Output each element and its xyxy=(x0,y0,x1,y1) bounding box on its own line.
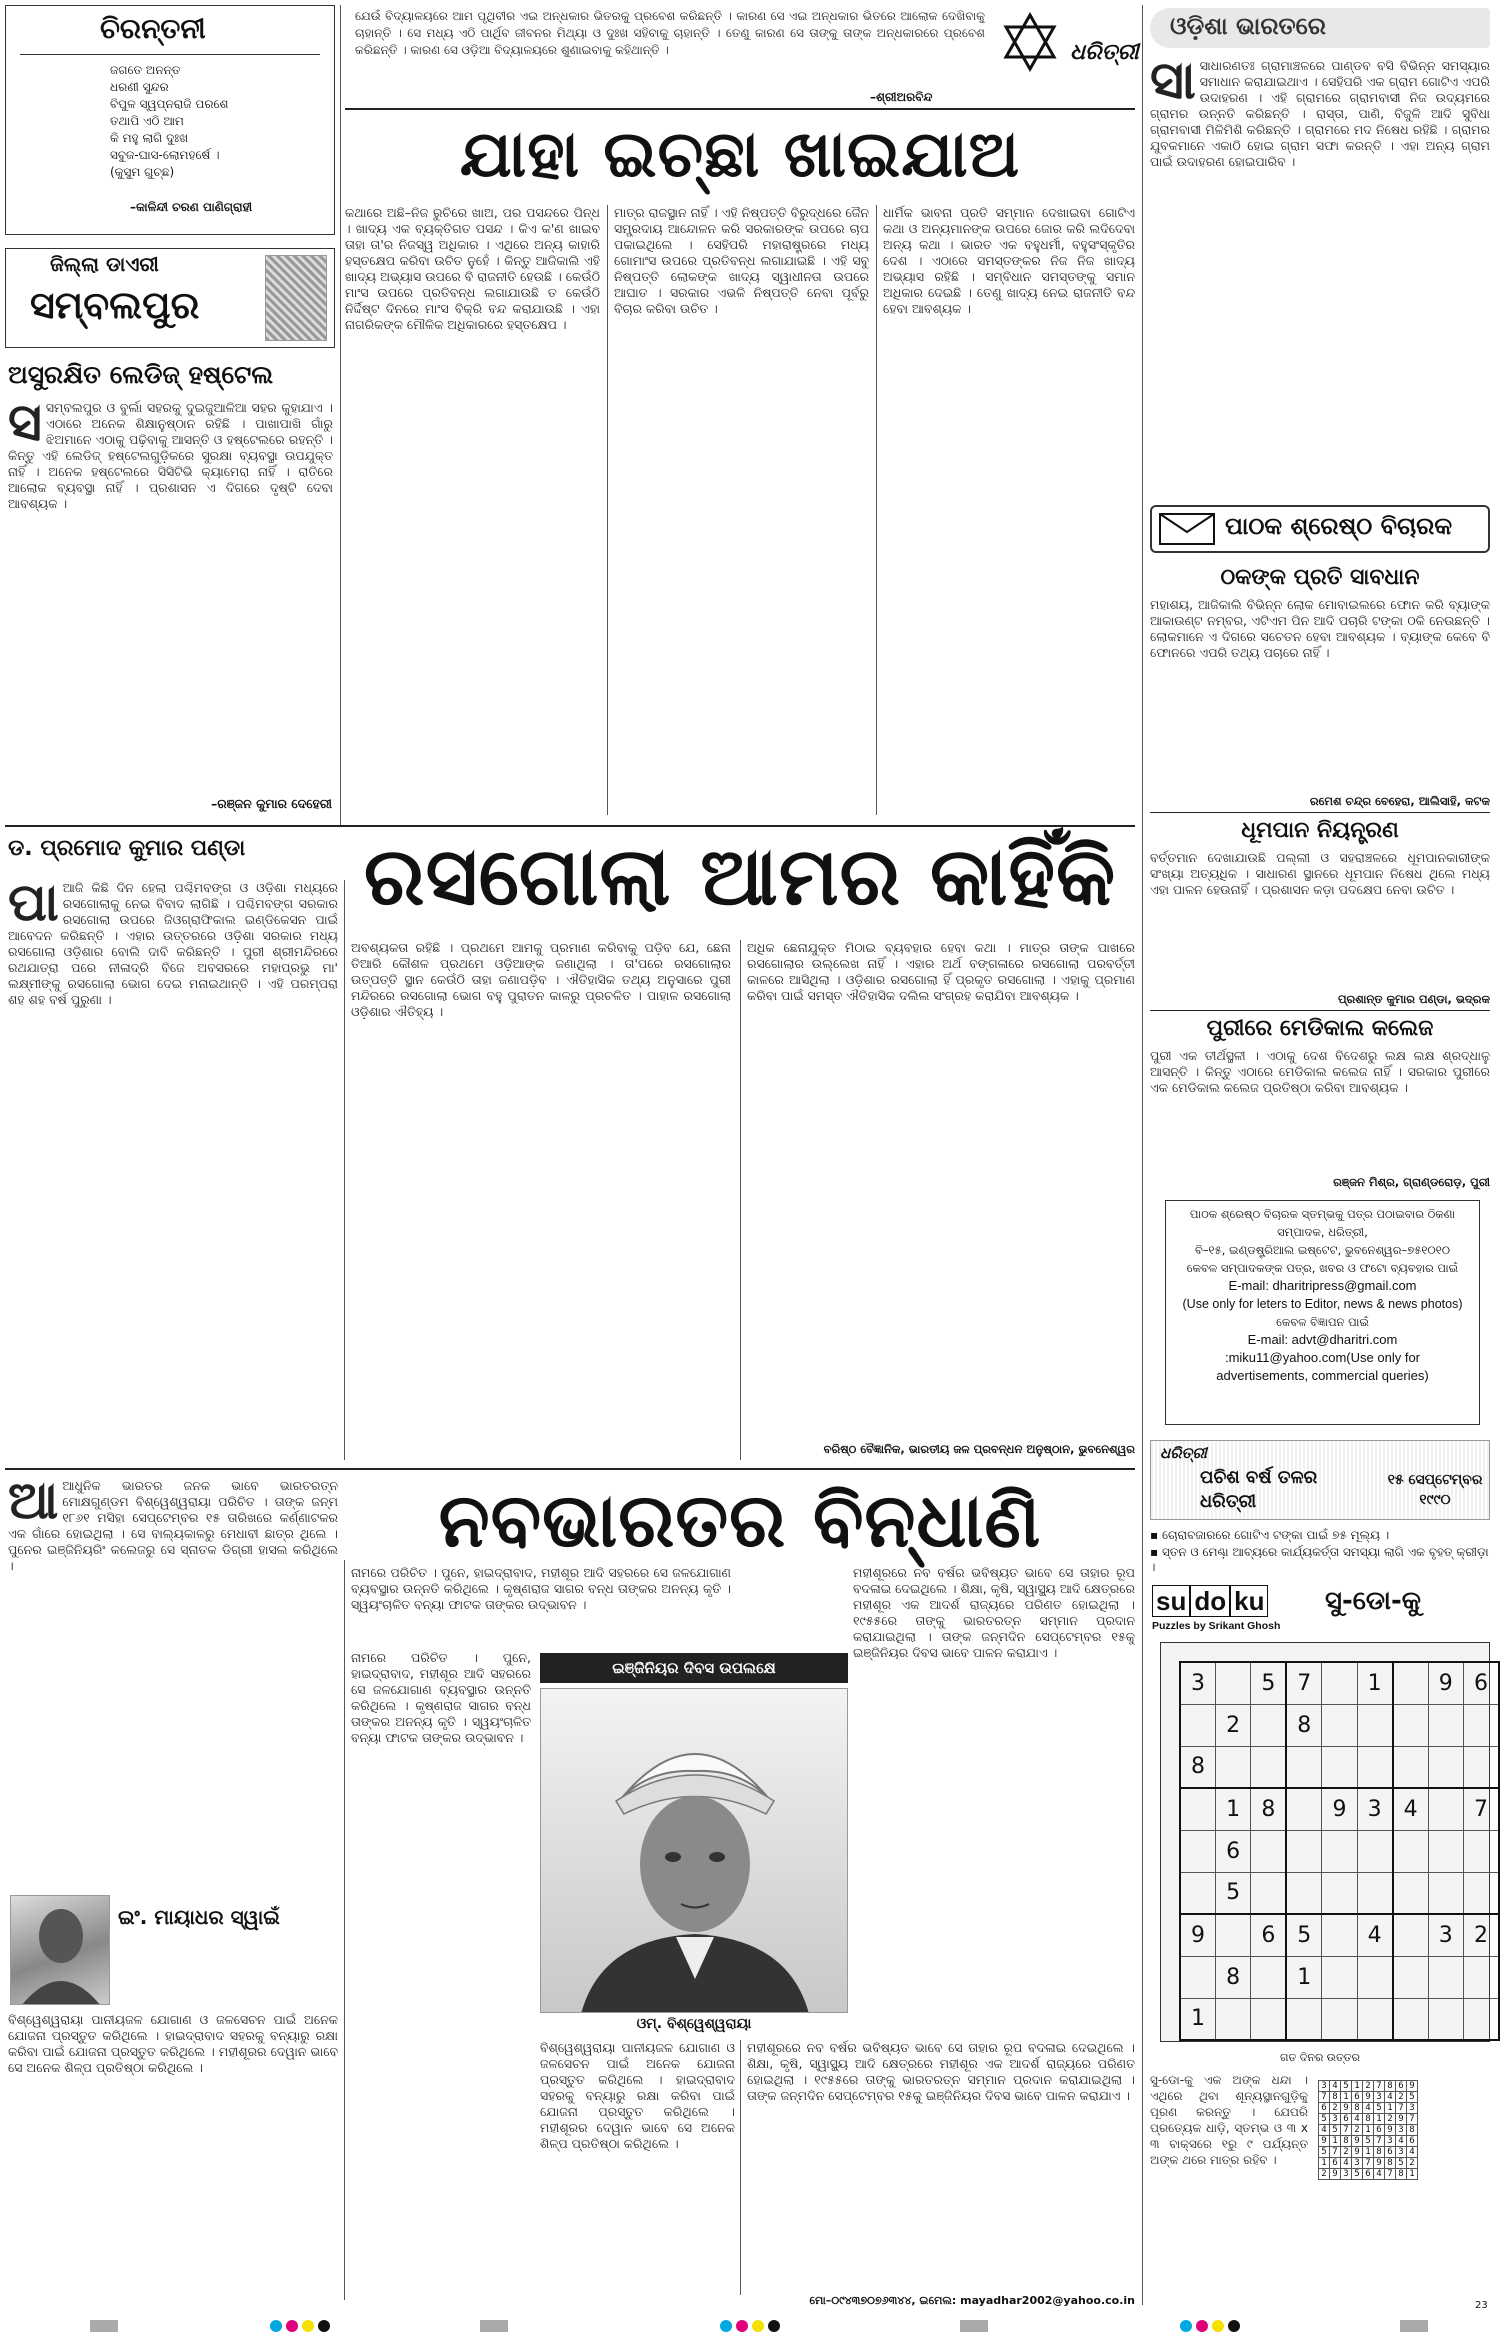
district-diary-label: ଜିଲ୍ଲା ଡାଏରୀ xyxy=(50,252,159,276)
years-ago-item1: ▪ ଚୋରାବଜାରରେ ଗୋଟିଏ ଟଙ୍କା ପାଇଁ ୭୫ ମୂଲ୍ୟ । xyxy=(1150,1528,1390,1542)
chirantani-poet: –କାଳିନ୍ଦୀ ଚରଣ ପାଣିଗ୍ରାହୀ xyxy=(130,200,253,214)
magenta-mark xyxy=(286,2320,298,2332)
solution-cell: 1 xyxy=(1363,2125,1374,2136)
solution-row xyxy=(1319,2081,1418,2092)
star-logo-icon xyxy=(1000,12,1060,72)
solution-cell: 7 xyxy=(1385,2169,1396,2180)
solution-cell: 9 xyxy=(1363,2092,1374,2103)
sudoku-cell xyxy=(1357,1704,1392,1746)
sudoku-cell xyxy=(1393,1956,1428,1998)
solution-cell: 9 xyxy=(1319,2136,1330,2147)
navabharata-author: ଇଂ. ମାୟାଧର ସ୍ୱାଇଁ xyxy=(118,1905,280,1929)
advt-email2-link[interactable]: :miku11@yahoo.com(Use only for xyxy=(1224,1350,1421,1365)
letter3-byline: ରଞ୍ଜନ ମିଶ୍ର, ଗ୍ରାଣ୍ଡରୋଡ଼, ପୁରୀ xyxy=(1333,1175,1490,1189)
solution-cell: 4 xyxy=(1407,2147,1418,2158)
navabharata-col1b: ବିଶ୍ୱେଶ୍ୱରାୟା ପାନୀୟଜଳ ଯୋଗାଣ ଓ ଜଳସେଚନ ପାଇଁ ଅନେକ ଯୋଜନା ପ୍ରସ୍ତୁତ କରିଥିଲେ । ହାଇଦ୍ରାବାଦ ସହରକୁ ବନ୍ୟାରୁ ରକ୍ଷା କରିବା ପାଇଁ ଯୋଜନା ପ୍ରସ୍ତୁତ କରିଥିଲେ । ମହୀଶୂରର ଦେୱାନ ଭାବେ ସେ ଅନେକ ଶିଳ୍ପ ପ୍ରତିଷ୍ଠା କରିଥିଲେ । xyxy=(8,2012,338,2075)
sudoku-cell: 2 xyxy=(1215,1704,1250,1746)
sudoku-cell xyxy=(1393,1914,1428,1956)
letter1-rule xyxy=(1150,812,1490,813)
sudoku-grid xyxy=(1179,1661,1500,2041)
solution-cell: 1 xyxy=(1374,2114,1385,2125)
sudoku-cell xyxy=(1215,1662,1250,1704)
print-registration-strip xyxy=(0,2316,1500,2335)
sudoku-cell xyxy=(1428,1704,1463,1746)
sudoku-cell: 4 xyxy=(1393,1788,1428,1830)
sudoku-cell: 6 xyxy=(1251,1914,1286,1956)
sudoku-cell xyxy=(1428,1746,1463,1788)
rasagola-top-rule xyxy=(5,825,1135,827)
editorial-divider-1 xyxy=(607,205,608,815)
solution-cell: 2 xyxy=(1341,2147,1352,2158)
sudoku-cell xyxy=(1286,1746,1321,1788)
page-number: 23 xyxy=(1475,2300,1488,2311)
solution-cell: 7 xyxy=(1319,2092,1330,2103)
sudoku-solution xyxy=(1318,2080,1418,2180)
solution-cell: 5 xyxy=(1363,2136,1374,2147)
letter1-title: ଠକଙ୍କ ପ୍ରତି ସାବଧାନ xyxy=(1220,565,1420,590)
sudoku-cell: 7 xyxy=(1286,1662,1321,1704)
letter3-title: ପୁରୀରେ ମେଡିକାଲ କଲେଜ xyxy=(1206,1016,1434,1041)
sudoku-cell: 1 xyxy=(1180,1998,1215,2040)
solution-cell: 4 xyxy=(1330,2081,1341,2092)
solution-cell: 1 xyxy=(1352,2081,1363,2092)
solution-cell: 5 xyxy=(1352,2169,1363,2180)
sudoku-cell xyxy=(1428,1872,1463,1914)
solution-cell: 1 xyxy=(1341,2092,1352,2103)
sudoku-cell xyxy=(1393,1662,1428,1704)
sudoku-cell xyxy=(1322,1914,1357,1956)
solution-cell: 4 xyxy=(1319,2125,1330,2136)
solution-cell: 1 xyxy=(1385,2103,1396,2114)
sudoku-cell: 4 xyxy=(1357,1914,1392,1956)
solution-cell: 7 xyxy=(1363,2158,1374,2169)
portrait-caption: ଓମ୍. ବିଶ୍ୱେଶ୍ୱରାୟା xyxy=(636,2016,752,2032)
sudoku-row xyxy=(1180,1872,1499,1914)
address-line5: କେବଳ ବିଜ୍ଞାପନ ପାଇଁ xyxy=(1276,1315,1369,1329)
sudoku-logo xyxy=(1152,1586,1268,1617)
sudoku-row xyxy=(1180,1788,1499,1830)
sudoku-cell xyxy=(1322,1872,1357,1914)
sudoku-cell xyxy=(1251,1830,1286,1872)
right-column-divider xyxy=(1142,5,1143,2305)
solution-cell: 3 xyxy=(1396,2147,1407,2158)
letter2-text: ବର୍ତ୍ତମାନ ଦେଖାଯାଉଛି ପଲ୍ଲୀ ଓ ସହରାଞ୍ଚଳରେ ଧୂମପାନକାରୀଙ୍କ ସଂଖ୍ୟା ଅତ୍ୟଧିକ । ସାଧାରଣ ସ୍ଥାନରେ ଧୂମପାନ ନିଷେଧ ଥିଲେ ମଧ୍ୟ ଏହା ପାଳନ ହେଉନାହିଁ । ପ୍ରଶାସନ କଡ଼ା ପଦକ୍ଷେପ ନେବା ଉଚିତ । xyxy=(1150,850,1490,897)
solution-row xyxy=(1319,2114,1418,2125)
editorial-divider-2 xyxy=(876,205,877,815)
chirantani-title: ଚିରନ୍ତନୀ xyxy=(100,12,206,45)
rasagola-divider-2 xyxy=(740,940,741,1460)
solution-cell: 8 xyxy=(1396,2169,1407,2180)
letter2-rule xyxy=(1150,1010,1490,1011)
editorial-col1: କଥାରେ ଅଛି–ନିଜ ରୁଚିରେ ଖାଅ, ପର ପସନ୍ଦରେ ପିନ୍ଧ । ଖାଦ୍ୟ ଏକ ବ୍ୟକ୍ତିଗତ ପସନ୍ଦ । କିଏ କ'ଣ ଖାଇବ ତାହା ତା'ର ନିଜସ୍ୱ ଅଧିକାର । ଏଥିରେ ଅନ୍ୟ କାହାରି ହସ୍ତକ୍ଷେପ କରିବା ଉଚିତ ନୁହେଁ । କିନ୍ତୁ ଆଜିକାଲି ଏହି ଖାଦ୍ୟ ଅଭ୍ୟାସ ଉପରେ ବି ରାଜନୀତି ହେଉଛି । କେଉଁଠି ମାଂସ ଉପରେ ପ୍ରତିବନ୍ଧ ଲଗାଯାଉଛି ତ କେଉଁଠି ନିର୍ଦ୍ଦିଷ୍ଟ ଦିନରେ ମାଂସ ବିକ୍ରି ବନ୍ଦ କରାଯାଉଛି । ଏହା ନାଗରିକଙ୍କ ମୌଳିକ ଅଧିକାରରେ ହସ୍ତକ୍ଷେପ । xyxy=(345,205,600,332)
solution-cell: 5 xyxy=(1374,2103,1385,2114)
sudoku-cell: 8 xyxy=(1215,1956,1250,1998)
sudoku-row xyxy=(1180,1830,1499,1872)
cyan-mark xyxy=(270,2320,282,2332)
solution-cell: 4 xyxy=(1385,2092,1396,2103)
solution-cell: 7 xyxy=(1374,2136,1385,2147)
solution-cell: 9 xyxy=(1407,2081,1418,2092)
letters-section-title: ପାଠକ ଶ୍ରେଷ୍ଠ ବିଚାରକ xyxy=(1225,512,1453,540)
odisha-bharata-text: ସାସାଧାରଣତଃ ଗ୍ରାମାଞ୍ଚଳରେ ପାଣ୍ଡବ ବସି ବିଭିନ୍ନ ସମସ୍ୟାର ସମାଧାନ କରାଯାଇଥାଏ । ସେହିପରି ଏକ ଗ୍ରାମ ଗୋଟିଏ ଏପରି ଉଦାହରଣ । ଏହି ଗ୍ରାମରେ ଗ୍ରାମବାସୀ ନିଜ ଉଦ୍ୟମରେ ଗ୍ରାମର ଉନ୍ନତି କରିଛନ୍ତି । ରାସ୍ତା, ପାଣି, ବିଜୁଳି ଆଦି ସୁବିଧା ଗ୍ରାମବାସୀ ମିଳିମିଶି କରିଛନ୍ତି । ଗ୍ରାମରେ ମଦ ନିଷେଧ ରହିଛି । ଗ୍ରାମର ଯୁବକମାନେ ଏକାଠି ହୋଇ ଗ୍ରାମ ସଫା କରନ୍ତି । ଏହା ଅନ୍ୟ ଗ୍ରାମ ପାଇଁ ଉଦାହରଣ ହୋଇପାରିବ । xyxy=(1150,58,1490,169)
sudoku-cell xyxy=(1357,1746,1392,1788)
solution-cell: 5 xyxy=(1330,2125,1341,2136)
district-diary-text: ସସମ୍ବଲପୁର ଓ ବୁର୍ଲା ସହରକୁ ଦୁଇଜୁଆଳିଆ ସହର କୁହାଯାଏ । ଏଠାରେ ଅନେକ ଶିକ୍ଷାନୁଷ୍ଠାନ ରହିଛି । ପାଖାପାଖି ଗାଁରୁ ଝିଅମାନେ ଏଠାକୁ ପଢ଼ିବାକୁ ଆସନ୍ତି ଓ ହଷ୍ଟେଲରେ ରହନ୍ତି । କିନ୍ତୁ ଏହି ଲେଡିଜ୍ ହଷ୍ଟେଲଗୁଡ଼ିକରେ ସୁରକ୍ଷା ବ୍ୟବସ୍ଥା ଉପଯୁକ୍ତ ନାହିଁ । ଅନେକ ହଷ୍ଟେଲରେ ସିସିଟିଭି କ୍ୟାମେରା ନାହିଁ । ରାତିରେ ଆଲୋକ ବ୍ୟବସ୍ଥା ନାହିଁ । ପ୍ରଶାସନ ଏ ଦିଗରେ ଦୃଷ୍ଟି ଦେବା ଆବଶ୍ୟକ । xyxy=(8,400,333,511)
solution-cell: 6 xyxy=(1374,2125,1385,2136)
district-diary-headline: ଅସୁରକ୍ଷିତ ଲେଡିଜ୍ ହଷ୍ଟେଲ xyxy=(8,360,274,389)
address-line2: ସମ୍ପାଦକ, ଧରିତ୍ରୀ, xyxy=(1277,1225,1368,1239)
sudoku-row xyxy=(1180,1998,1499,2040)
solution-cell: 8 xyxy=(1385,2158,1396,2169)
sudoku-cell xyxy=(1357,1956,1392,1998)
solution-cell: 7 xyxy=(1407,2114,1418,2125)
sudoku-row xyxy=(1180,1662,1499,1704)
sudoku-cell xyxy=(1428,1830,1463,1872)
navabharata-divider-2 xyxy=(740,2040,741,2295)
sudoku-cell xyxy=(1322,1830,1357,1872)
sudoku-byline: Puzzles by Srikant Ghosh xyxy=(1152,1620,1281,1632)
editor-email-note: (Use only for leters to Editor, news & news photos) xyxy=(1182,1297,1463,1311)
sudoku-cell: 9 xyxy=(1322,1788,1357,1830)
solution-cell: 3 xyxy=(1396,2125,1407,2136)
solution-cell: 5 xyxy=(1407,2092,1418,2103)
sudoku-cell: 1 xyxy=(1286,1956,1321,1998)
yellow-mark xyxy=(302,2320,314,2332)
sudoku-cell xyxy=(1180,1872,1215,1914)
sudoku-cell: 5 xyxy=(1251,1662,1286,1704)
solution-cell: 5 xyxy=(1396,2158,1407,2169)
solution-cell: 5 xyxy=(1319,2147,1330,2158)
sudoku-cell xyxy=(1251,1872,1286,1914)
solution-cell: 2 xyxy=(1352,2125,1363,2136)
solution-row xyxy=(1319,2158,1418,2169)
sudoku-cell xyxy=(1180,1956,1215,1998)
sudoku-cell: 9 xyxy=(1428,1662,1463,1704)
solution-row xyxy=(1319,2136,1418,2147)
rasagola-col2: ଅବଶ୍ୟକତା ରହିଛି । ପ୍ରଥମେ ଆମକୁ ପ୍ରମାଣ କରିବାକୁ ପଡ଼ିବ ଯେ, ଛେନା ତିଆରି କୌଶଳ ପ୍ରଥମେ ଓଡ଼ିଆଙ୍କ ଜଣାଥିଲା । ତା'ପରେ ରସଗୋଲାର ଉତ୍ପତ୍ତି ସ୍ଥାନ କେଉଁଠି ତାହା ଜଣାପଡ଼ିବ । ଐତିହାସିକ ତଥ୍ୟ ଅନୁସାରେ ପୁରୀ ମନ୍ଦିରରେ ରସଗୋଲା ଭୋଗ ବହୁ ପୁରାତନ କାଳରୁ ପ୍ରଚଳିତ । ପାହାଳ ରସଗୋଲା ଓଡ଼ିଶାର ଐତିହ୍ୟ । xyxy=(351,940,731,1019)
sudoku-cell xyxy=(1393,1746,1428,1788)
solution-cell: 6 xyxy=(1363,2169,1374,2180)
sudoku-cell xyxy=(1428,1998,1463,2040)
navabharata-top-rule xyxy=(5,1468,1135,1470)
sudoku-cell xyxy=(1428,1956,1463,1998)
solution-cell: 3 xyxy=(1407,2103,1418,2114)
solution-cell: 9 xyxy=(1396,2114,1407,2125)
sudoku-cell xyxy=(1357,1830,1392,1872)
sudoku-cell xyxy=(1215,1746,1250,1788)
sudoku-cell xyxy=(1286,1830,1321,1872)
solution-cell: 8 xyxy=(1407,2125,1418,2136)
sudoku-cell xyxy=(1322,1998,1357,2040)
sudoku-cell xyxy=(1215,1998,1250,2040)
letter3-text: ପୁରୀ ଏକ ତୀର୍ଥସ୍ଥଳୀ । ଏଠାକୁ ଦେଶ ବିଦେଶରୁ ଲକ୍ଷ ଲକ୍ଷ ଶ୍ରଦ୍ଧାଳୁ ଆସନ୍ତି । କିନ୍ତୁ ଏଠାରେ ମେଡିକାଲ କଲେଜ ନାହିଁ । ସରକାର ପୁରୀରେ ଏକ ମେଡିକାଲ କଲେଜ ପ୍ରତିଷ୍ଠା କରିବା ଆବଶ୍ୟକ । xyxy=(1150,1048,1490,1095)
editorial-col2: ମାତ୍ର ରାଜସ୍ଥାନ ନାହିଁ । ଏହି ନିଷ୍ପତ୍ତି ବିରୁଦ୍ଧରେ ଜୈନ ସମ୍ପ୍ରଦାୟ ଆନ୍ଦୋଳନ କରି ସରକାରଙ୍କ ଉପରେ ଚାପ ପକାଇଥିଲେ । ସେହିପରି ମହାରାଷ୍ଟ୍ରରେ ମଧ୍ୟ ଗୋମାଂସ ଉପରେ ପ୍ରତିବନ୍ଧ ଲଗାଯାଇଛି । ଏହି ସବୁ ନିଷ୍ପତ୍ତି ଲୋକଙ୍କ ଖାଦ୍ୟ ସ୍ୱାଧୀନତା ଉପରେ ଆଘାତ । ସରକାର ଏଭଳି ନିଷ୍ପତ୍ତି ନେବା ପୂର୍ବରୁ ବିଚାର କରିବା ଉଚିତ । xyxy=(614,205,869,316)
solution-cell: 4 xyxy=(1341,2158,1352,2169)
envelope-icon xyxy=(1158,512,1216,550)
solution-cell: 6 xyxy=(1330,2158,1341,2169)
navabharata-col3-top: ମହୀଶୂରରେ ନବ ବର୍ଷର ଭବିଷ୍ୟତ ଭାବେ ସେ ତାହାର ରୂପ ବଦଳାଇ ଦେଇଥିଲେ । ଶିକ୍ଷା, କୃଷି, ସ୍ୱାସ୍ଥ୍ୟ ଆଦି କ୍ଷେତ୍ରରେ ମହୀଶୂର ଏକ ଆଦର୍ଶ ରାଜ୍ୟରେ ପରିଣତ ହୋଇଥିଲା । ୧୯୫୫ରେ ତାଙ୍କୁ ଭାରତରତ୍ନ ସମ୍ମାନ ପ୍ରଦାନ କରାଯାଇଥିଲା । ତାଙ୍କ ଜନ୍ମଦିନ ସେପ୍ଟେମ୍ବର ୧୫କୁ ଇଞ୍ଜିନିୟର ଦିବସ ଭାବେ ପାଳନ କରାଯାଏ । xyxy=(853,1565,1135,1660)
sudoku-row xyxy=(1180,1746,1499,1788)
navabharata-contact: ମୋ–୦୯୪୩୭୦୭୬୩୪୪, ଇମେଲ: mayadhar2002@yahoo.co.in xyxy=(809,2294,1135,2307)
solution-cell: 6 xyxy=(1396,2081,1407,2092)
sudoku-cell xyxy=(1463,1746,1499,1788)
sudoku-instructions: ସୁ-ଡୋ-କୁ ଏକ ଅଙ୍କ ଧନ୍ଦା । ଏଥିରେ ଥିବା ଶୂନ୍ୟସ୍ଥାନଗୁଡ଼ିକୁ ପୂରଣ କରନ୍ତୁ । ଯେପରି ପ୍ରତ୍ୟେକ ଧାଡ଼ି, ସ୍ତମ୍ଭ ଓ ୩ x ୩ ବାକ୍ସରେ ୧ରୁ ୯ ପର୍ଯ୍ୟନ୍ତ ଅଙ୍କ ଥରେ ମାତ୍ର ରହିବ । xyxy=(1150,2073,1308,2167)
solution-cell: 1 xyxy=(1363,2147,1374,2158)
address-box-content xyxy=(1170,1205,1475,1385)
solution-cell: 2 xyxy=(1396,2092,1407,2103)
sudoku-cell xyxy=(1357,1872,1392,1914)
solution-cell: 8 xyxy=(1385,2081,1396,2092)
solution-row xyxy=(1319,2092,1418,2103)
rasagola-author: ଡ. ପ୍ରମୋଦ କୁମାର ପଣ୍ଡା xyxy=(8,836,246,861)
solution-cell: 4 xyxy=(1363,2103,1374,2114)
rasagola-col1: ପାଆଜି କିଛି ଦିନ ହେଲା ପଶ୍ଚିମବଙ୍ଗ ଓ ଓଡ଼ିଶା ମଧ୍ୟରେ ରସଗୋଲାକୁ ନେଇ ବିବାଦ ଲାଗିଛି । ପଶ୍ଚିମବଙ୍ଗ ସରକାର ରସଗୋଲା ଉପରେ ଜିଓଗ୍ରାଫିକାଲ ଇଣ୍ଡିକେସନ ପାଇଁ ଆବେଦନ କରିଛନ୍ତି । ଏହାର ଉତ୍ତରରେ ଓଡ଼ିଶା ସରକାର ମଧ୍ୟ ରସଗୋଲା ଓଡ଼ିଶାର ବୋଲି ଦାବି କରିଛନ୍ତି । ପୁରୀ ଶ୍ରୀମନ୍ଦିରରେ ରଥଯାତ୍ରା ପରେ ନୀଳାଦ୍ରି ବିଜେ ଅବସରରେ ମହାପ୍ରଭୁ ମା' ଲକ୍ଷ୍ମୀଙ୍କୁ ରସଗୋଲା ଭୋଗ ଦେଇ ମନାଇଥାନ୍ତି । ଏହି ପରମ୍ପରା ଶହ ଶହ ବର୍ଷ ପୁରୁଣା । xyxy=(8,880,338,1007)
sudoku-cell xyxy=(1180,1704,1215,1746)
sudoku-title: ସୁ-ଡୋ-କୁ xyxy=(1325,1586,1421,1616)
advt-email-link[interactable]: E-mail: advt@dharitri.com xyxy=(1247,1332,1398,1347)
sudoku-cell xyxy=(1286,1872,1321,1914)
sudoku-cell xyxy=(1251,1746,1286,1788)
solution-cell: 4 xyxy=(1374,2169,1385,2180)
top-quote-author: –ଶ୍ରୀଅରବିନ୍ଦ xyxy=(870,90,933,104)
sudoku-cell: 7 xyxy=(1463,1788,1499,1830)
sudoku-cell xyxy=(1251,1704,1286,1746)
top-quote-text: ଯେଉଁ ବିଦ୍ୟାଳୟରେ ଆମ ପୃଥିବୀର ଏଇ ଅନ୍ଧକାର ଭିତରକୁ ପ୍ରବେଶ କରିଛନ୍ତି । କାରଣ ସେ ଏଇ ଅନ୍ଧକାର ଭିତରେ ଆଲୋକ ଦେଖିବାକୁ ଚାହାନ୍ତି । ସେ ମଧ୍ୟ ଏଠି ପାର୍ଥିବ ଜୀବନର ମିଥ୍ୟା ଓ ଦୁଃଖ ସହିବାକୁ ଚାହାନ୍ତି । ତେଣୁ କାରଣ ସେ ତାଙ୍କୁ ତାଙ୍କ ଅନ୍ଧକାରରେ ପ୍ରବେଶ କରିଛନ୍ତି । କାରଣ ସେ ଓଡ଼ିଆ ବିଦ୍ୟାଳୟରେ ଶୁଣାଇବାକୁ କହିଥାନ୍ତି । xyxy=(355,9,985,57)
sudoku-cell: 6 xyxy=(1215,1830,1250,1872)
sudoku-cell: 5 xyxy=(1286,1914,1321,1956)
solution-cell: 9 xyxy=(1330,2169,1341,2180)
sudoku-cell: 9 xyxy=(1180,1914,1215,1956)
chirantani-rule xyxy=(20,54,320,55)
solution-cell: 1 xyxy=(1330,2136,1341,2147)
left-column-divider xyxy=(340,5,341,825)
odisha-bharata-title: ଓଡ଼ିଶା ଭାରତରେ xyxy=(1170,12,1326,40)
sudoku-cell: 8 xyxy=(1251,1788,1286,1830)
sudoku-cell: 3 xyxy=(1428,1914,1463,1956)
solution-cell: 8 xyxy=(1341,2136,1352,2147)
solution-cell: 2 xyxy=(1330,2103,1341,2114)
solution-cell: 6 xyxy=(1352,2092,1363,2103)
black-mark xyxy=(318,2320,330,2332)
district-diary-name: ସମ୍ବଲପୁର xyxy=(30,283,200,327)
sudoku-cell: 8 xyxy=(1180,1746,1215,1788)
sudoku-cell xyxy=(1322,1746,1357,1788)
letter1-byline: ରମେଶ ଚନ୍ଦ୍ର ବେହେରା, ଆଲିସାହି, କଟକ xyxy=(1309,794,1490,808)
solution-cell: 9 xyxy=(1352,2147,1363,2158)
sudoku-cell xyxy=(1180,1830,1215,1872)
rasagola-byline: ବରିଷ୍ଠ ବୈଜ୍ଞାନିକ, ଭାରତୀୟ ଜଳ ପ୍ରବନ୍ଧନ ଅନୁଷ୍ଠାନ, ଭୁବନେଶ୍ୱର xyxy=(823,1442,1135,1456)
solution-cell: 1 xyxy=(1407,2169,1418,2180)
sudoku-cell: 5 xyxy=(1215,1872,1250,1914)
sudoku-cell xyxy=(1428,1788,1463,1830)
sudoku-cell xyxy=(1215,1914,1250,1956)
sudoku-answer-label: ଗତ ଦିନର ଉତ୍ତର xyxy=(1280,2051,1360,2064)
district-emblem-image xyxy=(265,255,327,341)
sudoku-cell xyxy=(1286,1998,1321,2040)
navabharata-col2: ନାମରେ ପରିଚିତ । ପୁନେ, ହାଇଦ୍ରାବାଦ, ମହୀଶୂର ଆଦି ସହରରେ ସେ ଜଳଯୋଗାଣ ବ୍ୟବସ୍ଥାର ଉନ୍ନତି କରିଥିଲେ । କୃଷ୍ଣରାଜ ସାଗର ବନ୍ଧ ତାଙ୍କର ଅନନ୍ୟ କୃତି । ସ୍ୱୟଂଚାଳିତ ବନ୍ୟା ଫାଟକ ତାଙ୍କର ଉଦ୍ଭାବନ । xyxy=(351,1565,731,1612)
solution-cell: 9 xyxy=(1374,2158,1385,2169)
sudoku-logo-su: su xyxy=(1152,1585,1190,1617)
sudoku-cell: 1 xyxy=(1215,1788,1250,1830)
solution-cell: 7 xyxy=(1374,2081,1385,2092)
solution-cell: 2 xyxy=(1319,2169,1330,2180)
solution-cell: 6 xyxy=(1319,2103,1330,2114)
navabharata-col2c: ବିଶ୍ୱେଶ୍ୱରାୟା ପାନୀୟଜଳ ଯୋଗାଣ ଓ ଜଳସେଚନ ପାଇଁ ଅନେକ ଯୋଜନା ପ୍ରସ୍ତୁତ କରିଥିଲେ । ହାଇଦ୍ରାବାଦ ସହରକୁ ବନ୍ୟାରୁ ରକ୍ଷା କରିବା ପାଇଁ ଯୋଜନା ପ୍ରସ୍ତୁତ କରିଥିଲେ । ମହୀଶୂରର ଦେୱାନ ଭାବେ ସେ ଅନେକ ଶିଳ୍ପ ପ୍ରତିଷ୍ଠା କରିଥିଲେ । xyxy=(540,2040,735,2151)
sudoku-cell xyxy=(1463,1998,1499,2040)
sudoku-cell xyxy=(1393,1830,1428,1872)
solution-row xyxy=(1319,2147,1418,2158)
top-quote-rule xyxy=(345,108,1135,110)
visvesvaraya-portrait xyxy=(540,1688,848,2013)
navabharata-headline: ନବଭାରତର ବିନ୍ଧାଣି xyxy=(438,1478,1042,1564)
sudoku-logo-ku: ku xyxy=(1230,1585,1268,1617)
solution-cell: 7 xyxy=(1330,2147,1341,2158)
dharitri-logo: ଧରିତ୍ରୀ xyxy=(1070,40,1139,65)
sudoku-row xyxy=(1180,1956,1499,1998)
solution-row xyxy=(1319,2125,1418,2136)
sudoku-cell xyxy=(1180,1788,1215,1830)
years-ago-title: ପଚିଶ ବର୍ଷ ତଳର ଧରିତ୍ରୀ xyxy=(1200,1467,1318,1512)
solution-cell: 4 xyxy=(1352,2114,1363,2125)
navabharata-divider-1 xyxy=(344,1560,345,2300)
district-diary-byline: –ରଞ୍ଜନ କୁମାର ଦେହେରୀ xyxy=(210,796,332,811)
sudoku-cell xyxy=(1322,1662,1357,1704)
editor-email-link[interactable]: E-mail: dharitripress@gmail.com xyxy=(1228,1278,1417,1293)
sudoku-cell xyxy=(1463,1830,1499,1872)
years-ago-item2: ▪ ସ୍ତନ ଓ ମେଣ୍ଢ଼ା ଆବ୍ୟରେ କାର୍ଯ୍ୟକର୍ତ୍ତା ସମସ୍ୟା ଲାଗି ଏକ ବୃହତ୍ କ୍ରୀଡ଼ା । xyxy=(1150,1545,1489,1574)
editorial-col3: ଧାର୍ମିକ ଭାବନା ପ୍ରତି ସମ୍ମାନ ଦେଖାଇବା ଗୋଟିଏ କଥା ଓ ଅନ୍ୟମାନଙ୍କ ଉପରେ ଜୋର କରି ଲଦିଦେବା ଅନ୍ୟ କଥା । ଭାରତ ଏକ ବହୁଧର୍ମୀ, ବହୁସଂସ୍କୃତିର ଦେଶ । ଏଠାରେ ସମସ୍ତଙ୍କର ନିଜ ନିଜ ଖାଦ୍ୟ ଅଭ୍ୟାସ ରହିଛି । ସମ୍ବିଧାନ ସମସ୍ତଙ୍କୁ ସମାନ ଅଧିକାର ଦେଇଛି । ତେଣୁ ଖାଦ୍ୟ ନେଇ ରାଜନୀତି ବନ୍ଦ ହେବା ଆବଶ୍ୟକ । xyxy=(883,205,1135,316)
navabharata-col3: ମହୀଶୂରରେ ନବ ବର୍ଷର ଭବିଷ୍ୟତ ଭାବେ ସେ ତାହାର ରୂପ ବଦଳାଇ ଦେଇଥିଲେ । ଶିକ୍ଷା, କୃଷି, ସ୍ୱାସ୍ଥ୍ୟ ଆଦି କ୍ଷେତ୍ରରେ ମହୀଶୂର ଏକ ଆଦର୍ଶ ରାଜ୍ୟରେ ପରିଣତ ହୋଇଥିଲା । ୧୯୫୫ରେ ତାଙ୍କୁ ଭାରତରତ୍ନ ସମ୍ମାନ ପ୍ରଦାନ କରାଯାଇଥିଲା । ତାଙ୍କ ଜନ୍ମଦିନ ସେପ୍ଟେମ୍ବର ୧୫କୁ ଇଞ୍ଜିନିୟର ଦିବସ ଭାବେ ପାଳନ କରାଯାଏ । xyxy=(747,2040,1135,2103)
sudoku-cell xyxy=(1393,1998,1428,2040)
solution-cell: 3 xyxy=(1374,2092,1385,2103)
solution-cell: 3 xyxy=(1330,2114,1341,2125)
sudoku-cell: 1 xyxy=(1357,1662,1392,1704)
sudoku-cell xyxy=(1463,1704,1499,1746)
solution-row xyxy=(1319,2103,1418,2114)
solution-cell: 8 xyxy=(1374,2147,1385,2158)
chirantani-poem: ଜଗତେ ଅନନ୍ତ ଧରଣୀ ସୁନ୍ଦର ବିପୁଳ ସ୍ୱପ୍ନରାଜି ପରଶେ ତଥାପି ଏଠି ଆମ କି ମହୁ ଲାଗି ଦୁଃଖ ସବୁଜ-ଘାସ-ଲୋମହର୍ଷେ । (କୁସୁମ ଗୁଚ୍ଛ) xyxy=(110,63,229,179)
letter1-text: ମହାଶୟ, ଆଜିକାଲି ବିଭିନ୍ନ ଲୋକ ମୋବାଇଲରେ ଫୋନ କରି ବ୍ୟାଙ୍କ ଆକାଉଣ୍ଟ ନମ୍ବର, ଏଟିଏମ ପିନ ଆଦି ପଚାରି ଟଙ୍କା ଠକି ନେଉଛନ୍ତି । ଲୋକମାନେ ଏ ଦିଗରେ ସଚେତନ ହେବା ଆବଶ୍ୟକ । ବ୍ୟାଙ୍କ କେବେ ବି ଫୋନରେ ଏପରି ତଥ୍ୟ ପଚାରେ ନାହିଁ । xyxy=(1150,597,1490,660)
solution-cell: 6 xyxy=(1341,2114,1352,2125)
sudoku-cell: 2 xyxy=(1463,1914,1499,1956)
sudoku-row xyxy=(1180,1704,1499,1746)
solution-cell: 8 xyxy=(1363,2114,1374,2125)
solution-cell: 9 xyxy=(1352,2136,1363,2147)
sudoku-logo-do: do xyxy=(1190,1585,1230,1617)
solution-cell: 2 xyxy=(1385,2114,1396,2125)
years-ago-logo: ଧରିତ୍ରୀ xyxy=(1160,1444,1207,1462)
sudoku-cell xyxy=(1251,1998,1286,2040)
sudoku-cell xyxy=(1463,1956,1499,1998)
solution-cell: 2 xyxy=(1407,2158,1418,2169)
solution-cell: 9 xyxy=(1385,2125,1396,2136)
years-ago-date: ୧୫ ସେପ୍ଟେମ୍ବର ୧୯୯୦ xyxy=(1387,1472,1483,1508)
sudoku-cell xyxy=(1393,1704,1428,1746)
sudoku-cell xyxy=(1322,1956,1357,1998)
solution-cell: 3 xyxy=(1341,2169,1352,2180)
solution-cell: 5 xyxy=(1319,2114,1330,2125)
solution-cell: 8 xyxy=(1330,2092,1341,2103)
navabharata-col2b: ନାମରେ ପରିଚିତ । ପୁନେ, ହାଇଦ୍ରାବାଦ, ମହୀଶୂର ଆଦି ସହରରେ ସେ ଜଳଯୋଗାଣ ବ୍ୟବସ୍ଥାର ଉନ୍ନତି କରିଥିଲେ । କୃଷ୍ଣରାଜ ସାଗର ବନ୍ଧ ତାଙ୍କର ଅନନ୍ୟ କୃତି । ସ୍ୱୟଂଚାଳିତ ବନ୍ୟା ଫାଟକ ତାଙ୍କର ଉଦ୍ଭାବନ । xyxy=(351,1650,531,1745)
rasagola-col3: ଅଧିକ ଛେନାଯୁକ୍ତ ମିଠାଇ ବ୍ୟବହାର ହେବା କଥା । ମାତ୍ର ତାଙ୍କ ପାଖରେ ରସଗୋଲାର ଉଲ୍ଲେଖ ନାହିଁ । ଏହାର ଅର୍ଥ ବଙ୍ଗଳାରେ ରସଗୋଲା ପରବର୍ତ୍ତୀ କାଳରେ ଆସିଥିଲା । ଓଡ଼ିଶାର ରସଗୋଲା ହିଁ ପ୍ରକୃତ ରସଗୋଲା । ଏହାକୁ ପ୍ରମାଣ କରିବା ପାଇଁ ସମସ୍ତ ଐତିହାସିକ ଦଲିଲ ସଂଗ୍ରହ କରାଯିବା ଆବଶ୍ୟକ । xyxy=(747,940,1135,1003)
sudoku-cell xyxy=(1393,1872,1428,1914)
solution-cell: 2 xyxy=(1363,2081,1374,2092)
solution-cell: 1 xyxy=(1319,2158,1330,2169)
engineer-day-badge: ଇଞ୍ଜିନିୟର ଦିବସ ଉପଲକ୍ଷେ xyxy=(540,1653,848,1683)
solution-cell: 7 xyxy=(1396,2103,1407,2114)
solution-row xyxy=(1319,2169,1418,2180)
sudoku-cell xyxy=(1286,1788,1321,1830)
sudoku-cell: 8 xyxy=(1286,1704,1321,1746)
letter2-title: ଧୂମପାନ ନିୟନ୍ତ୍ରଣ xyxy=(1241,818,1399,843)
solution-cell: 3 xyxy=(1352,2158,1363,2169)
address-line3: ବି–୧୫, ଇଣ୍ଡଷ୍ଟ୍ରିଆଲ ଇଷ୍ଟେଟ, ଭୁବନେଶ୍ୱର–୭୫୧୦୧୦ xyxy=(1194,1243,1451,1257)
solution-cell: 9 xyxy=(1341,2103,1352,2114)
solution-cell: 6 xyxy=(1407,2136,1418,2147)
sudoku-cell: 3 xyxy=(1180,1662,1215,1704)
sudoku-cell xyxy=(1463,1872,1499,1914)
advt-email-note: advertisements, commercial queries) xyxy=(1216,1368,1429,1383)
letter2-byline: ପ୍ରଶାନ୍ତ କୁମାର ପଣ୍ଡା, ଭଦ୍ରକ xyxy=(1337,992,1490,1006)
sudoku-cell xyxy=(1357,1998,1392,2040)
solution-cell: 5 xyxy=(1341,2081,1352,2092)
address-line1: ପାଠକ ଶ୍ରେଷ୍ଠ ବିଚାରକ ସ୍ତମ୍ଭକୁ ପତ୍ର ପଠାଇବାର ଠିକଣା xyxy=(1189,1207,1456,1221)
navabharata-col1: ଆଆଧୁନିକ ଭାରତର ଜନକ ଭାବେ ଭାରତରତ୍ନ ମୋକ୍ଷଗୁଣ୍ଡମ ବିଶ୍ୱେଶ୍ୱରାୟା ପରିଚିତ । ତାଙ୍କ ଜନ୍ମ ୧୮୬୧ ମସିହା ସେପ୍ଟେମ୍ବର ୧୫ ତାରିଖରେ କର୍ଣ୍ଣାଟକର ଏକ ଗାଁରେ ହୋଇଥିଲା । ସେ ବାଲ୍ୟକାଳରୁ ମେଧାବୀ ଛାତ୍ର ଥିଲେ । ପୁନେର ଇଞ୍ଜିନିୟରିଂ କଲେଜରୁ ସେ ସ୍ନାତକ ଡିଗ୍ରୀ ହାସଲ କରିଥିଲେ । xyxy=(8,1478,338,1573)
author-photo xyxy=(10,1895,110,2005)
sudoku-cell: 3 xyxy=(1357,1788,1392,1830)
sudoku-cell xyxy=(1322,1704,1357,1746)
sudoku-row xyxy=(1180,1914,1499,1956)
solution-cell: 8 xyxy=(1352,2103,1363,2114)
editorial-headline: ଯାହା ଇଚ୍ଛା ଖାଇଯାଅ xyxy=(459,118,1021,192)
sudoku-cell xyxy=(1251,1956,1286,1998)
sudoku-cell: 6 xyxy=(1463,1662,1499,1704)
solution-cell: 4 xyxy=(1396,2136,1407,2147)
rasagola-divider-1 xyxy=(344,880,345,1460)
solution-cell: 7 xyxy=(1341,2125,1352,2136)
solution-cell: 6 xyxy=(1385,2147,1396,2158)
solution-cell: 3 xyxy=(1385,2136,1396,2147)
solution-cell: 3 xyxy=(1319,2081,1330,2092)
rasagola-headline: ରସଗୋଲା ଆମର କାହିଁକି xyxy=(363,830,1117,923)
address-line4: କେବଳ ସମ୍ପାଦକଙ୍କ ପତ୍ର, ଖବର ଓ ଫଟୋ ବ୍ୟବହାର ପାଇଁ xyxy=(1186,1261,1459,1275)
